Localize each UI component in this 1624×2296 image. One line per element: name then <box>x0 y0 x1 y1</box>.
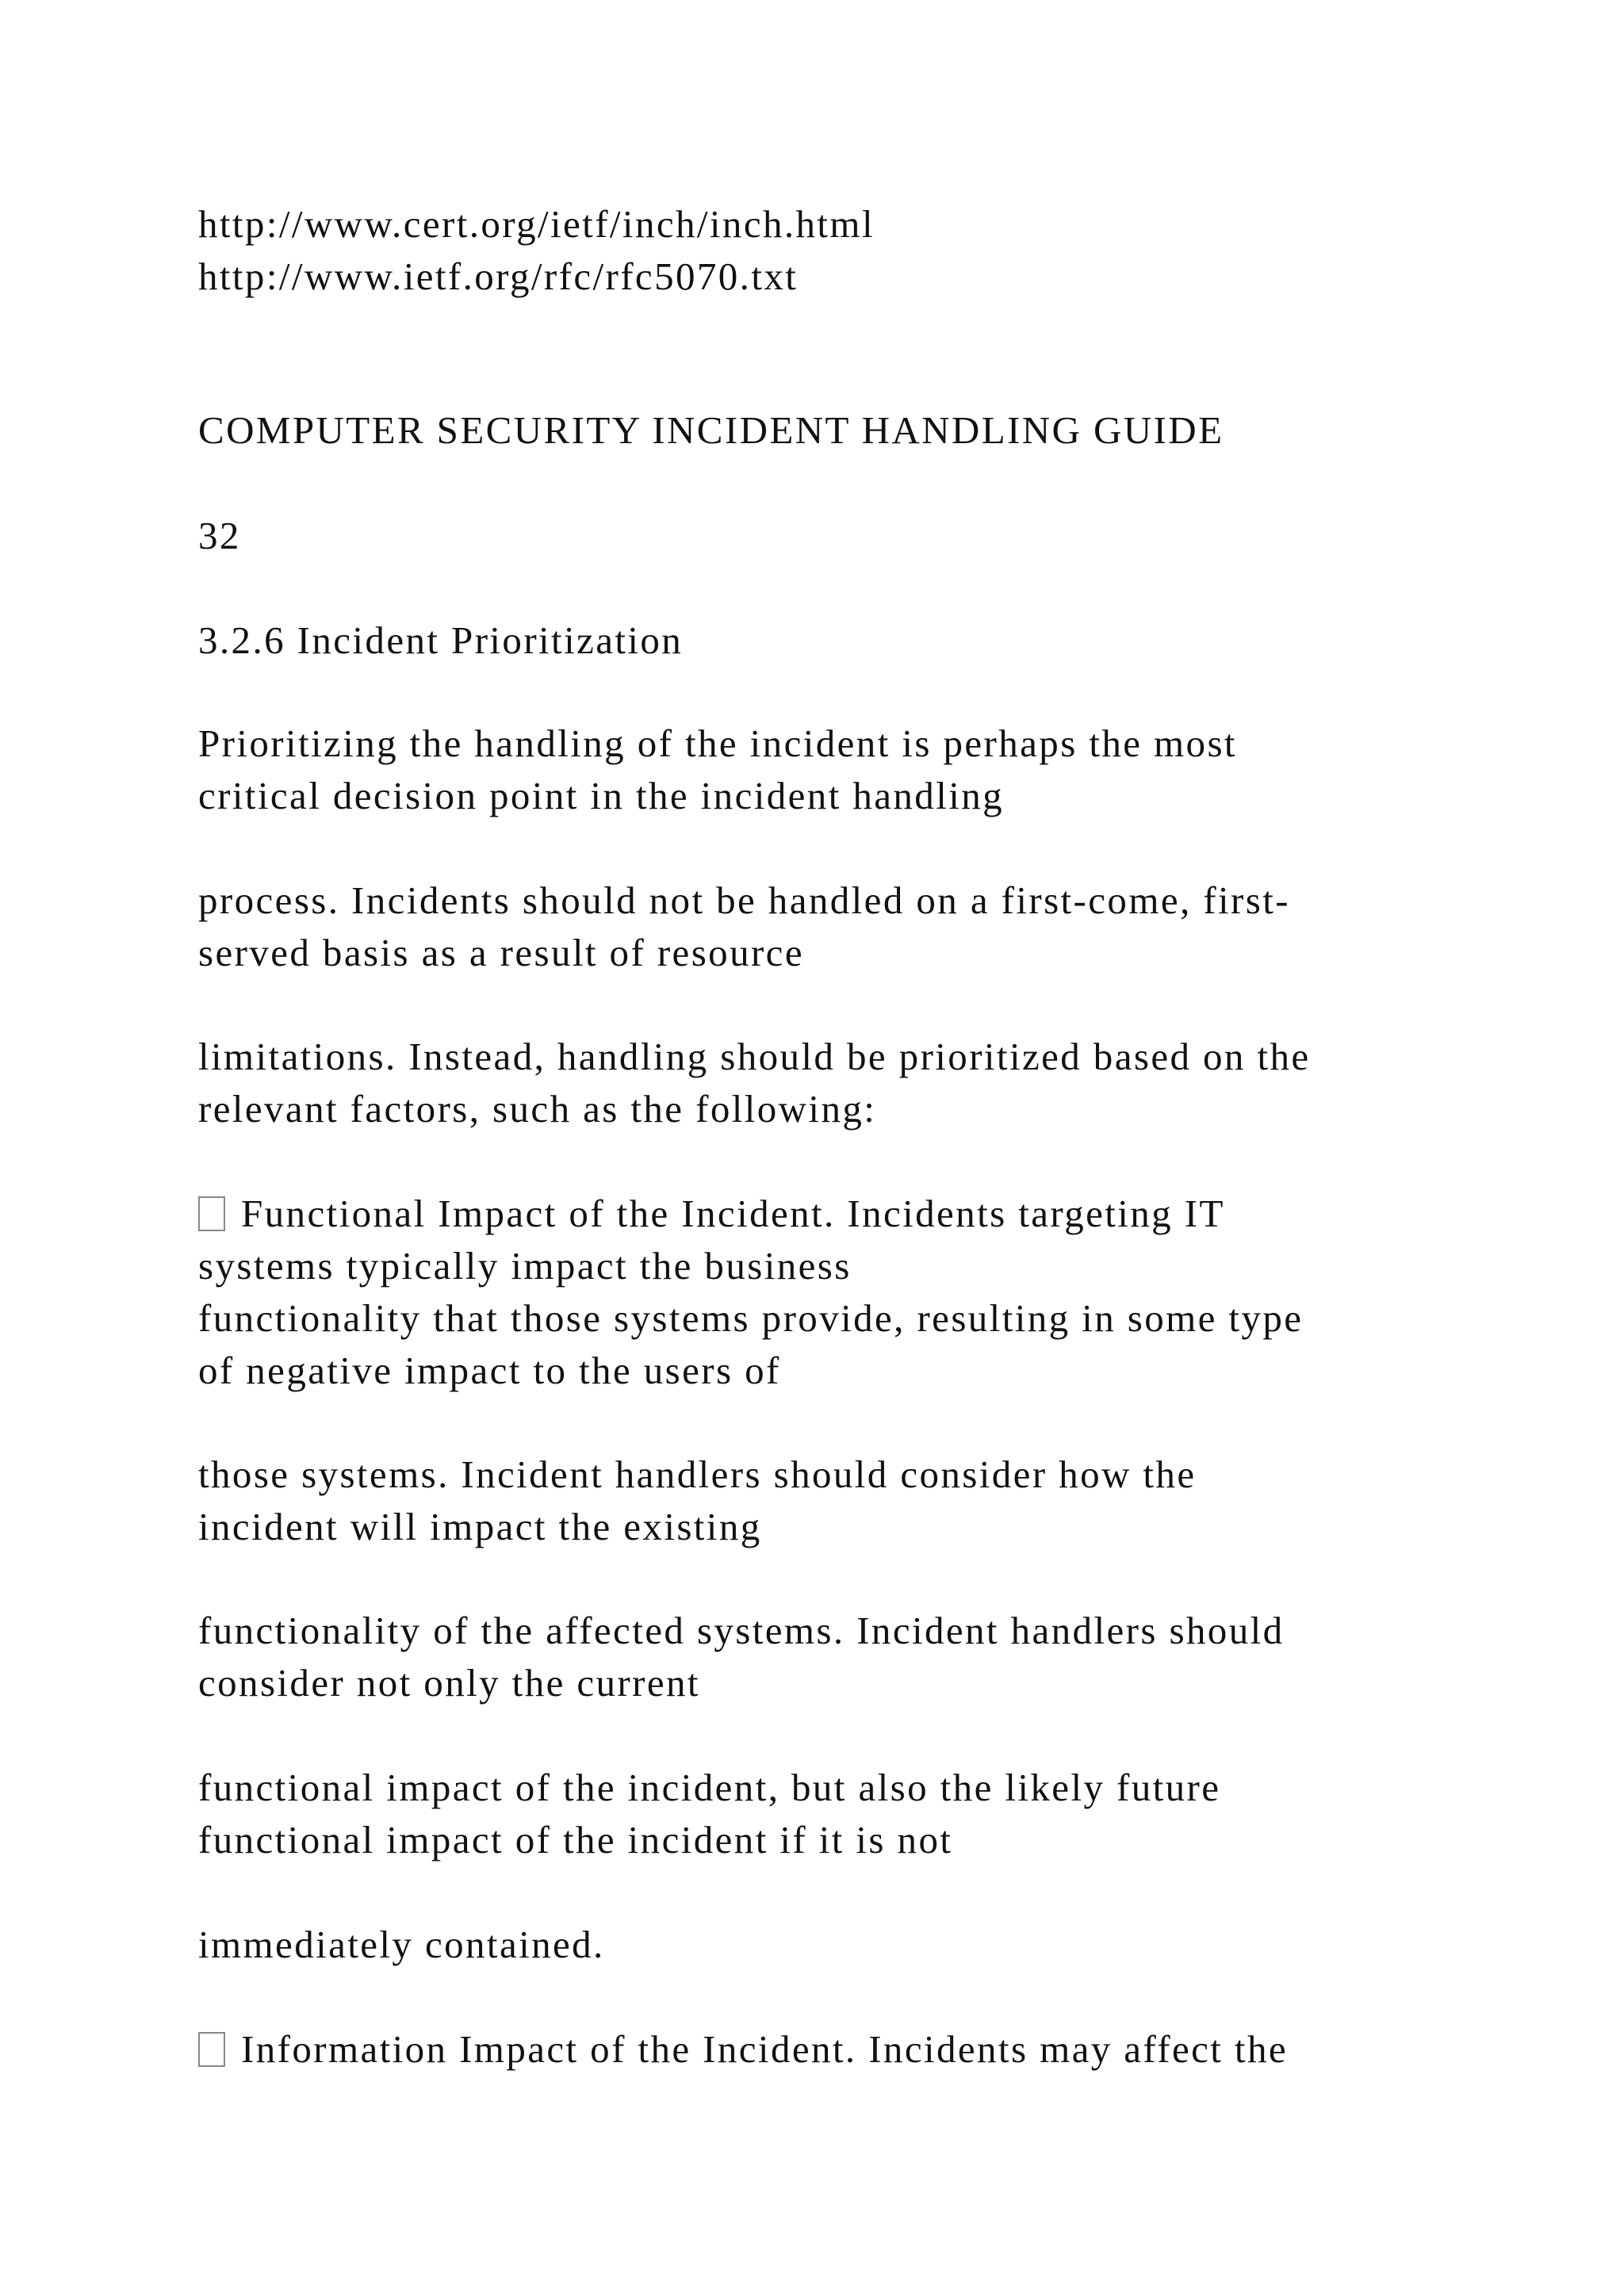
paragraph-line: consider not only the current <box>198 1661 700 1705</box>
bullet-item-information-impact <box>198 2023 1288 2076</box>
paragraph-line: Prioritizing the handling of the incident is perhaps the most <box>198 721 1237 765</box>
paragraph-line: functionality of the affected systems. Incident handlers should <box>198 1609 1285 1652</box>
paragraph-line: functional impact of the incident if it is not <box>198 1818 953 1862</box>
paragraph-line: functionality that those systems provide, resulting in some type <box>198 1296 1304 1340</box>
reference-link-cert[interactable]: http://www.cert.org/ietf/inch/inch.html <box>198 202 875 246</box>
section-heading: 3.2.6 Incident Prioritization <box>198 618 684 662</box>
paragraph-line: of negative impact to the users of <box>198 1349 781 1392</box>
page-number: 32 <box>198 514 241 557</box>
running-header: COMPUTER SECURITY INCIDENT HANDLING GUIDE <box>198 408 1224 452</box>
paragraph-line: limitations. Instead, handling should be prioritized based on the <box>198 1035 1311 1078</box>
bullet-text: Functional Impact of the Incident. Incidents targeting IT <box>241 1192 1225 1235</box>
paragraph-line: relevant factors, such as the following: <box>198 1087 877 1131</box>
paragraph-line: process. Incidents should not be handled on a first-come, first- <box>198 878 1290 922</box>
bullet-glyph-icon <box>198 1196 225 1231</box>
paragraph-line: immediately contained. <box>198 1923 605 1966</box>
paragraph-line: critical decision point in the incident handling <box>198 774 1005 817</box>
paragraph-line: incident will impact the existing <box>198 1505 762 1548</box>
bullet-text: Information Impact of the Incident. Incidents may affect the <box>241 2027 1288 2071</box>
bullet-glyph-icon <box>198 2032 225 2067</box>
paragraph-line: systems typically impact the business <box>198 1244 852 1288</box>
paragraph-line: served basis as a result of resource <box>198 931 804 974</box>
paragraph-line: functional impact of the incident, but also the likely future <box>198 1766 1221 1809</box>
bullet-item-functional-impact <box>198 1188 1225 1240</box>
reference-link-ietf[interactable]: http://www.ietf.org/rfc/rfc5070.txt <box>198 254 799 298</box>
paragraph-line: those systems. Incident handlers should consider how the <box>198 1452 1197 1496</box>
